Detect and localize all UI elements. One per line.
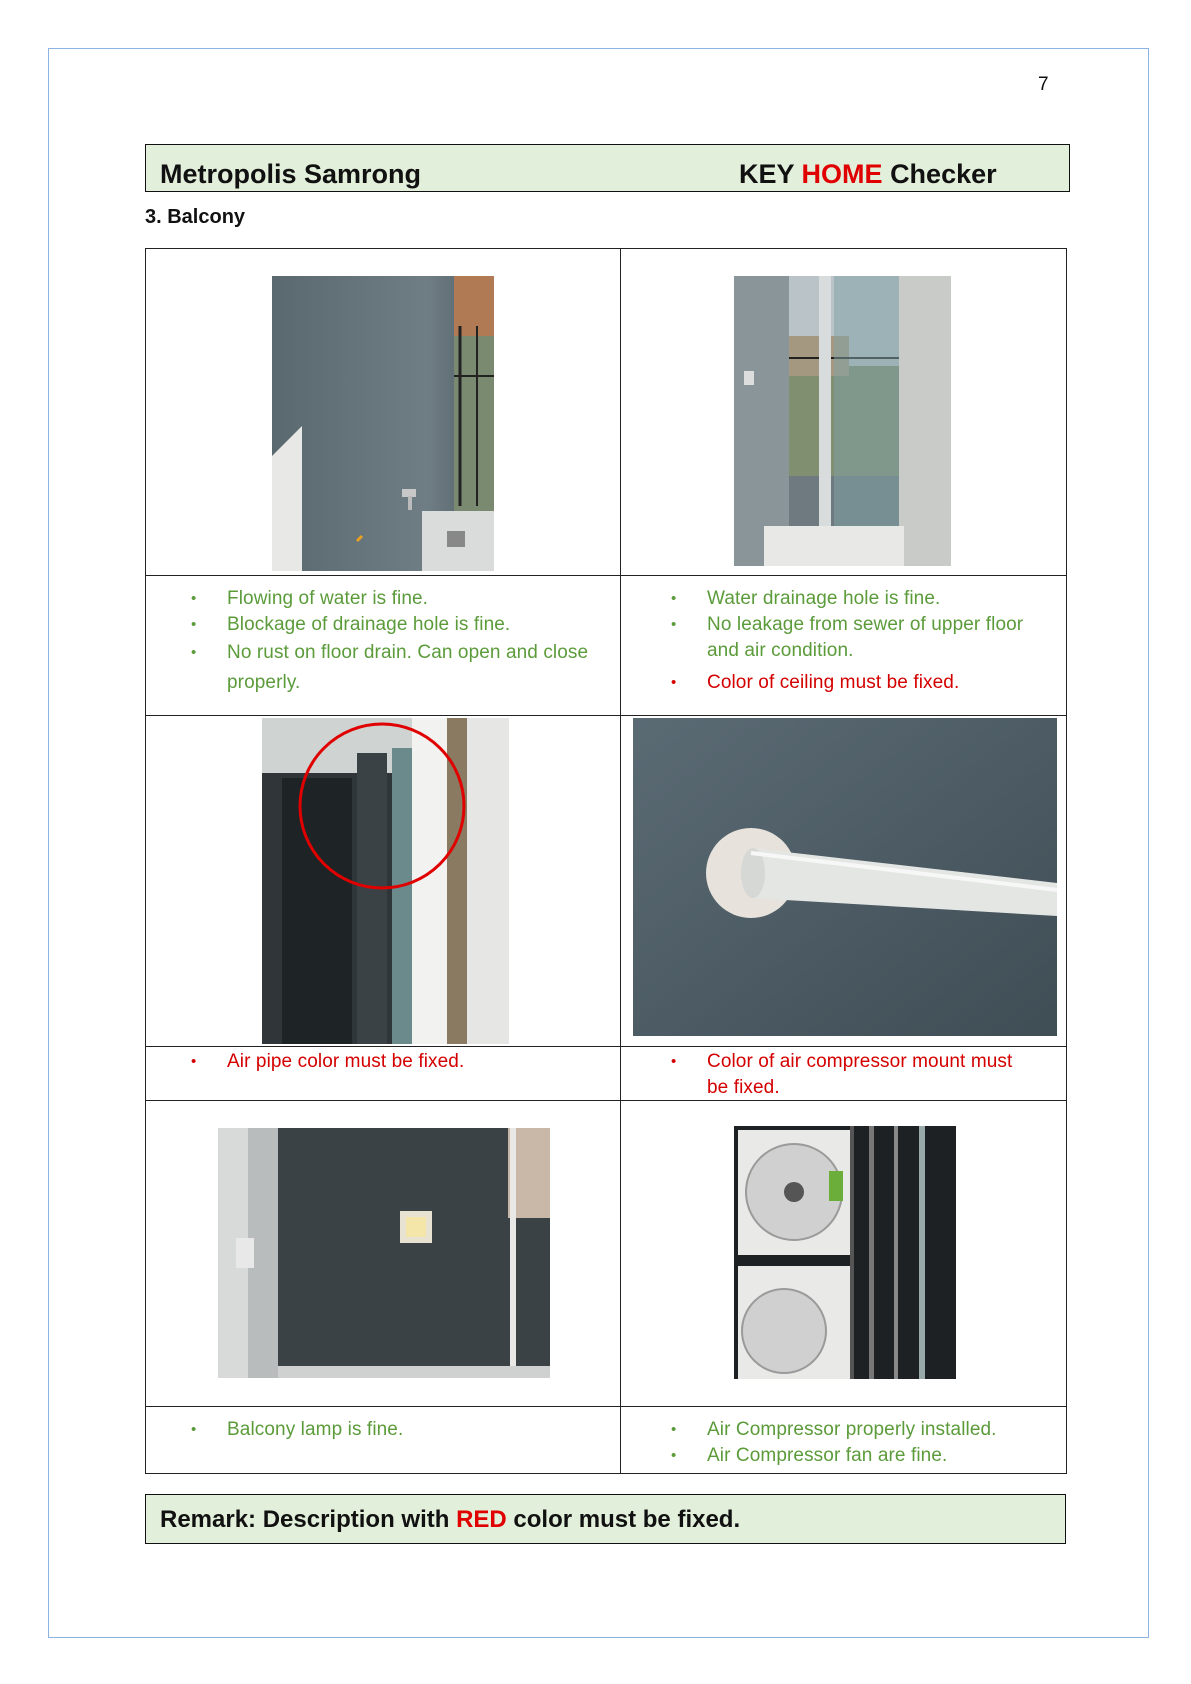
desc-row-1 xyxy=(146,576,1067,716)
photo-cell-1-right xyxy=(621,249,1067,576)
photo-balcony-door xyxy=(734,276,951,566)
photo-balcony-lamp xyxy=(218,1128,550,1378)
remark-prefix: Remark: Description with xyxy=(160,1506,450,1533)
photo-door-frame-defect xyxy=(262,718,509,1044)
photo-cell-2-right xyxy=(621,716,1067,1047)
note-balcony-lamp: • Balcony lamp is fine. xyxy=(191,1417,591,1443)
photo-row-1 xyxy=(146,249,1067,576)
note-water-flow: • Flowing of water is fine. xyxy=(191,586,591,612)
brand-home: HOME xyxy=(801,159,883,189)
header-bar xyxy=(145,144,1070,192)
brand-checker: Checker xyxy=(890,159,997,189)
project-name: Metropolis Samrong xyxy=(160,159,422,189)
desc-cell-1-right xyxy=(621,576,1067,716)
photo-row-3 xyxy=(146,1101,1067,1407)
remark-suffix: color must be fixed. xyxy=(513,1506,741,1533)
desc-row-2 xyxy=(146,1047,1067,1101)
photo-row-2 xyxy=(146,716,1067,1047)
brand-key: KEY xyxy=(739,159,795,189)
desc-row-3 xyxy=(146,1407,1067,1474)
photo-air-compressors xyxy=(734,1126,956,1379)
note-ceiling-color: • Color of ceiling must be fixed. xyxy=(671,670,1041,696)
note-air-pipe-color: • Air pipe color must be fixed. xyxy=(191,1049,591,1075)
section-title: 3. Balcony xyxy=(145,206,246,228)
photo-air-pipe-mount xyxy=(633,718,1057,1036)
note-drain-blockage: • Blockage of drainage hole is fine. xyxy=(191,612,591,638)
desc-cell-1-left xyxy=(146,576,621,716)
note-compressor-installed: • Air Compressor properly installed. xyxy=(671,1417,1041,1443)
desc-cell-2-left xyxy=(146,1047,621,1101)
remark-text xyxy=(160,1506,740,1534)
photo-cell-3-left xyxy=(146,1101,621,1407)
remark-red: RED xyxy=(456,1506,507,1533)
note-compressor-mount-color: • Color of air compressor mount must be fixed. xyxy=(671,1049,1031,1101)
desc-cell-3-left xyxy=(146,1407,621,1474)
note-floor-drain: • No rust on floor drain. Can open and close properly. xyxy=(191,638,591,698)
photo-cell-3-right xyxy=(621,1101,1067,1407)
page-number: 7 xyxy=(1038,74,1049,95)
photo-cell-2-left xyxy=(146,716,621,1047)
note-no-leakage: • No leakage from sewer of upper floor and air condition. xyxy=(671,612,1041,664)
photo-cell-1-left xyxy=(146,249,621,576)
desc-cell-2-right xyxy=(621,1047,1067,1101)
photo-balcony-tap xyxy=(272,276,494,571)
note-drainage-hole: • Water drainage hole is fine. xyxy=(671,586,1041,612)
desc-cell-3-right xyxy=(621,1407,1067,1474)
brand-title xyxy=(739,159,997,190)
inspection-table xyxy=(145,248,1067,1474)
remark-bar xyxy=(145,1494,1066,1544)
note-compressor-fan: • Air Compressor fan are fine. xyxy=(671,1443,1041,1469)
